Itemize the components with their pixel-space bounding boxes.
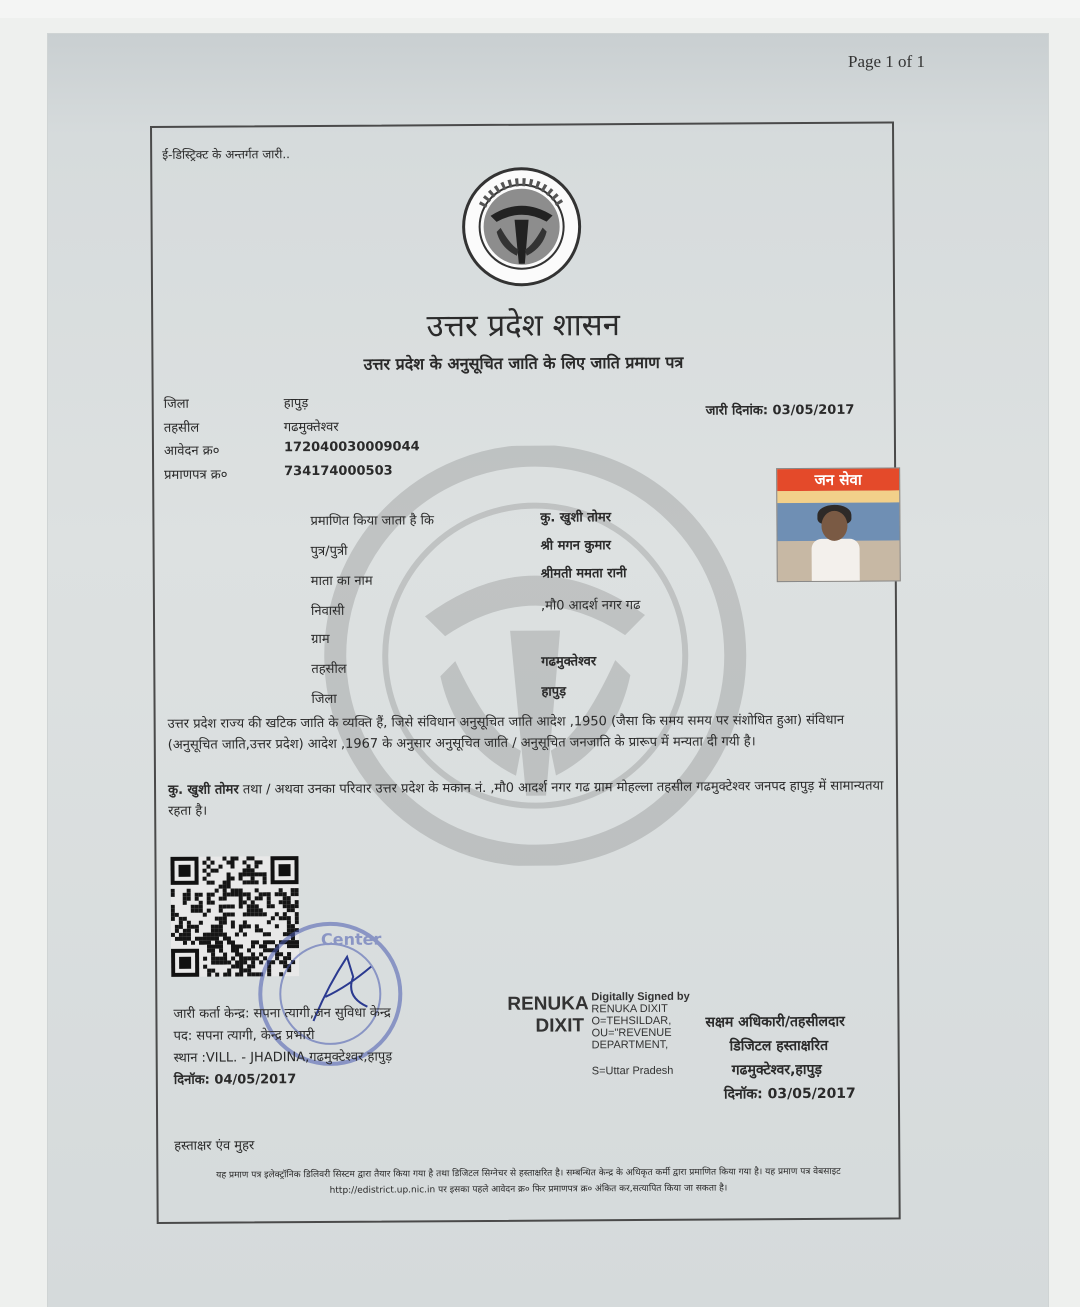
issuer-date: दिनॉक: 04/05/2017 bbox=[173, 1072, 297, 1088]
detail-label-mother: माता का नाम bbox=[310, 573, 373, 590]
meta-label-certificate-no: प्रमाणपत्र क्र० bbox=[164, 467, 228, 483]
detail-value-father: श्री मगन कुमार bbox=[540, 538, 611, 554]
screen-top-strip bbox=[0, 0, 1080, 18]
photo-person-face bbox=[821, 511, 847, 541]
photo-banner-strip bbox=[777, 490, 899, 503]
detail-label-child-of: पुत्र/पुत्री bbox=[310, 543, 348, 560]
detail-value-resident: ,मौ0 आदर्श नगर गढ bbox=[540, 598, 641, 614]
digital-sign-line-2: RENUKA DIXIT bbox=[591, 1002, 668, 1016]
detail-value-mother: श्रीमती ममता रानी bbox=[540, 566, 627, 582]
detail-label-certified: प्रमाणित किया जाता है कि bbox=[310, 513, 435, 530]
header-note: ई-डिस्ट्रिक्ट के अन्तर्गत जारी.. bbox=[162, 147, 290, 162]
applicant-photo bbox=[776, 467, 901, 582]
photo-banner-text: जन सेवा bbox=[777, 468, 899, 491]
authority-place: गढमुक्टेश्वर,हापुड़ bbox=[731, 1061, 822, 1079]
detail-label-village: ग्राम bbox=[311, 631, 330, 648]
certificate-subtitle: उत्तर प्रदेश के अनुसूचित जाति के लिए जाति प्रमाण पत्र bbox=[363, 352, 684, 374]
digital-signer-name-1: RENUKA bbox=[507, 993, 589, 1015]
meta-label-district: जिला bbox=[163, 396, 189, 412]
issuer-place: स्थान :VILL. - JHADINA,गढमुक्टेश्वर,हापुड़ bbox=[173, 1049, 393, 1066]
digital-sign-line-1: Digitally Signed by bbox=[591, 990, 690, 1004]
residence-text: तथा / अथवा उनका परिवार उत्तर प्रदेश के मकान नं. ,मौ0 आदर्श नगर गढ ग्राम मोहल्ला तहसील गढमुक्टेश्वर जनपद हापुड़ में सामान्यतया रहता है। bbox=[168, 778, 884, 819]
detail-label-district: जिला bbox=[311, 691, 337, 708]
authority-digital: डिजिटल हस्ताक्षरित bbox=[729, 1037, 829, 1055]
signature-and-seal-label: हस्ताक्षर एंव मुहर bbox=[174, 1138, 255, 1154]
meta-value-district: हापुड़ bbox=[283, 396, 309, 412]
detail-label-resident: निवासी bbox=[310, 603, 345, 620]
footer-note: यह प्रमाण पत्र इलेक्ट्रॉनिक डिलिवरी सिस्टम द्वारा तैयार किया गया है तथा डिजिटल सिग्नेचर से हस्ताक्षरित है। सम्बन्धित केन्द्र के अधिकृत कर्मी द्वारा प्रमाणित किया गया है। यह प्रमाण पत्र वेबसाइट http://edistrict.up.nic.in पर इसका पहले आवेदन क्र० फिर प्रमाणपत्र क्र० अंकित कर,सत्यापित किया जा सकता है। bbox=[216, 1166, 841, 1196]
detail-value-name: कु. खुशी तोमर bbox=[540, 510, 612, 526]
detail-label-tehsil: तहसील bbox=[311, 661, 347, 678]
digital-sign-line-3: O=TEHSILDAR, bbox=[591, 1014, 672, 1028]
digital-sign-line-5: DEPARTMENT, bbox=[591, 1038, 669, 1052]
certificate-title: उत्तर प्रदेश शासन bbox=[426, 307, 620, 345]
authority-date: दिनॉक: 03/05/2017 bbox=[723, 1085, 856, 1103]
residence-person-name: कु. खुशी तोमर bbox=[168, 782, 239, 798]
meta-label-tehsil: तहसील bbox=[163, 420, 200, 436]
digital-sign-line-6: S=Uttar Pradesh bbox=[591, 1064, 674, 1078]
detail-value-tehsil: गढमुक्तेश्वर bbox=[541, 654, 597, 670]
residence-statement bbox=[168, 776, 886, 822]
photo-person-body bbox=[812, 539, 860, 583]
meta-label-application-no: आवेदन क्र० bbox=[163, 443, 220, 459]
meta-value-certificate-no: 734174000503 bbox=[284, 463, 393, 480]
page-number: Page 1 of 1 bbox=[848, 52, 925, 71]
detail-value-district: हापुड़ bbox=[541, 684, 567, 700]
digital-signer-name-2: DIXIT bbox=[535, 1015, 585, 1037]
issuer-center: जारी कर्ता केन्द्र: सपना त्यागी,जन सुविधा केन्द्र bbox=[173, 1005, 391, 1022]
meta-value-application-no: 172040030009044 bbox=[283, 439, 420, 456]
up-government-emblem-icon bbox=[460, 165, 583, 288]
issuer-post: पद: सपना त्यागी, केन्द्र प्रभारी bbox=[173, 1028, 315, 1044]
stamp-text: Center bbox=[320, 929, 382, 949]
caste-certificate bbox=[150, 121, 901, 1224]
certificate-statement: उत्तर प्रदेश राज्य की खटिक जाति के व्यक्ति हैं, जिसे संविधान अनुसूचित जाति आदेश ,1950 (जैसा कि समय समय पर संशोधित हुआ) संविधान (अनुसूचित जाति,उत्तर प्रदेश) आदेश ,1967 के अनुसार अनुसूचित जाति / अनुसूचित जनजाति के प्रारूप में मन्यता दी गयी है। bbox=[167, 712, 845, 753]
authority-title: सक्षम अधिकारी/तहसीलदार bbox=[705, 1013, 845, 1031]
meta-value-tehsil: गढमुक्तेश्वर bbox=[283, 419, 339, 436]
issue-date: जारी दिनांक: 03/05/2017 bbox=[705, 402, 855, 419]
digital-sign-line-4: OU="REVENUE bbox=[591, 1026, 672, 1040]
